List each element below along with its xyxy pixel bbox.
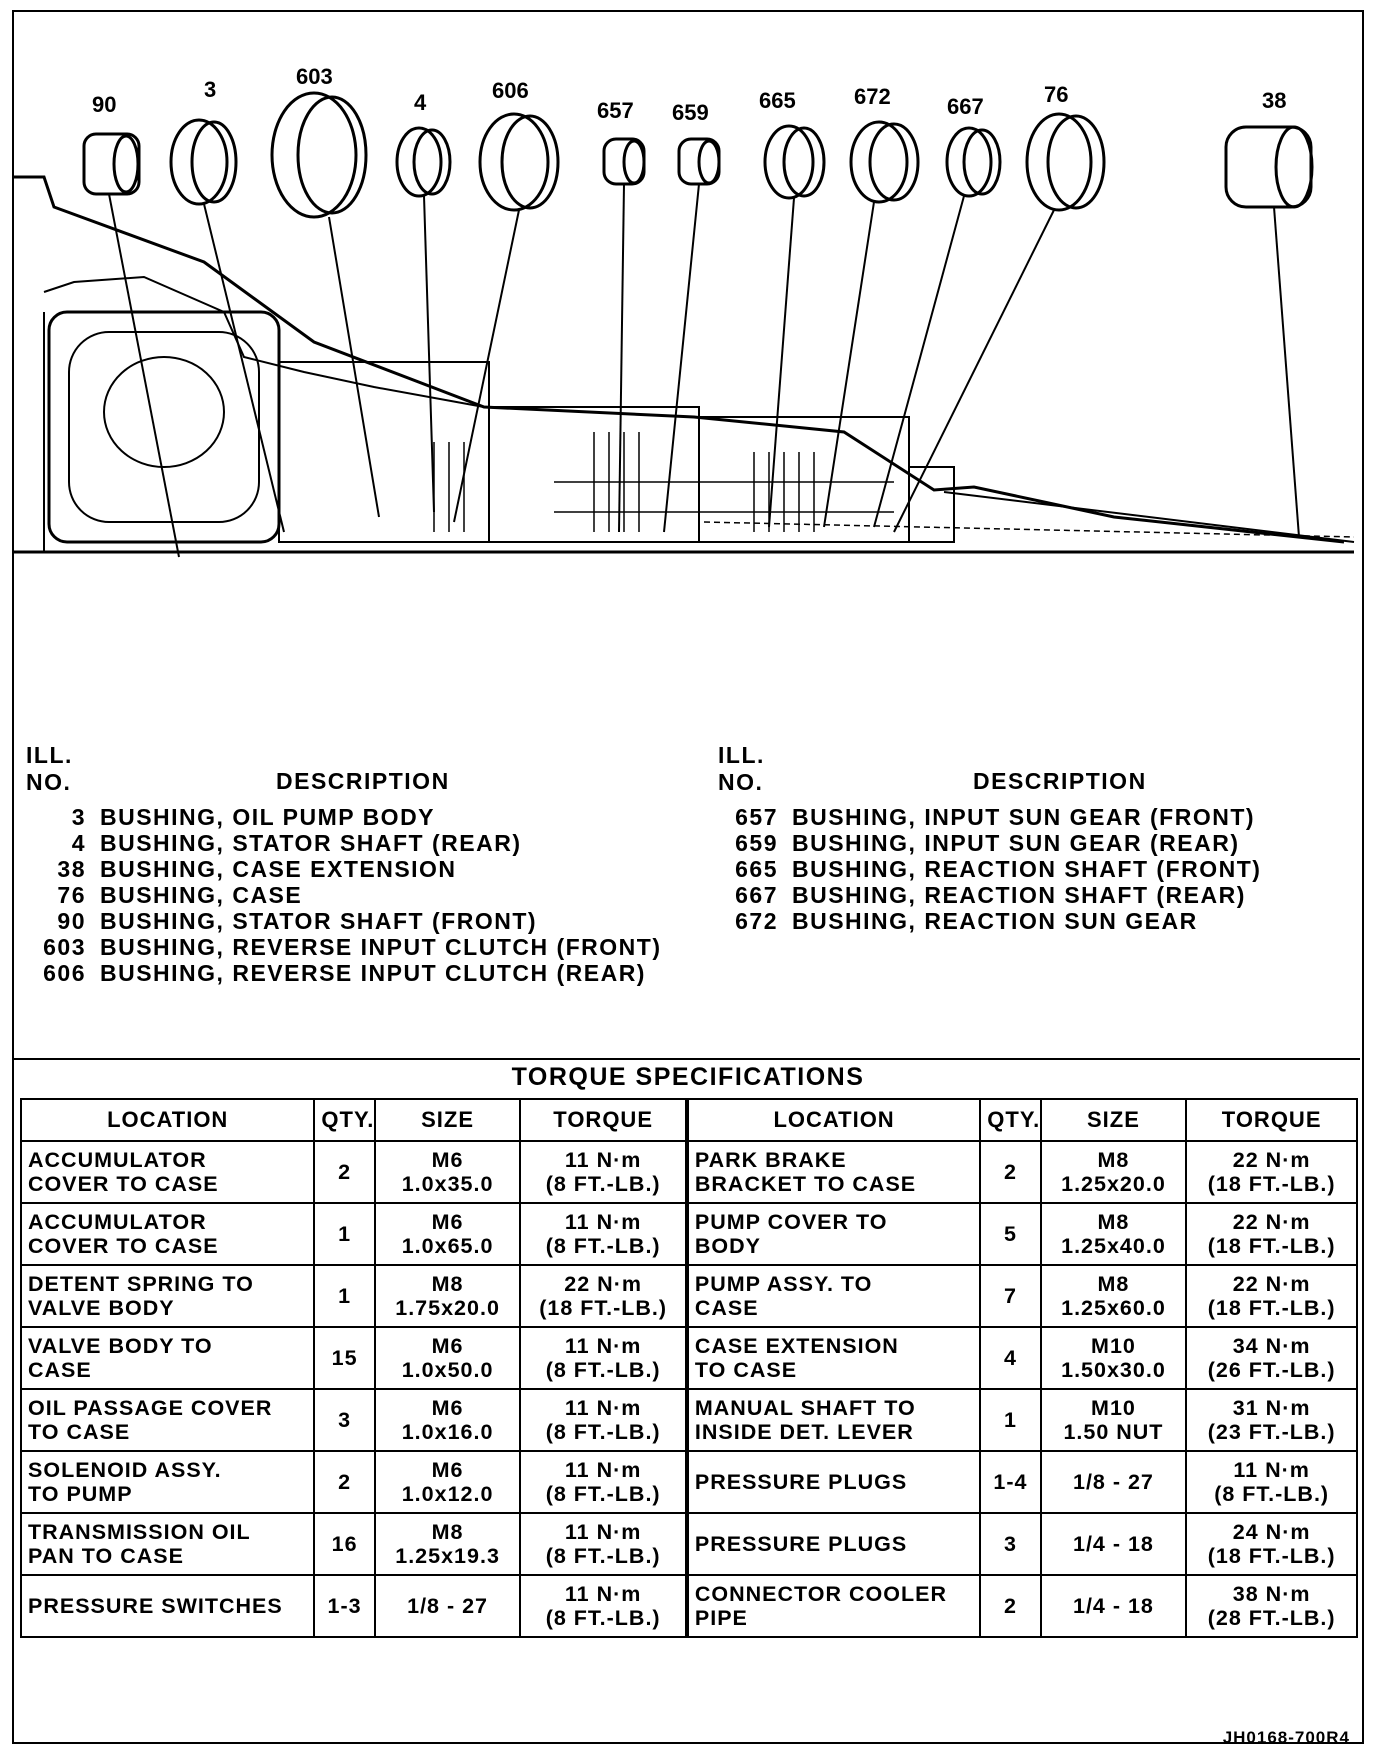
torque-row — [21, 1451, 1357, 1513]
torque-cell-line: (18 FT.-LB.) — [1207, 1544, 1336, 1568]
size-cell — [375, 1389, 521, 1451]
location-cell — [21, 1327, 314, 1389]
callout-606: 606 — [492, 78, 529, 103]
size-cell-line: M8 — [431, 1520, 464, 1544]
location-cell-line: ACCUMULATOR — [28, 1148, 207, 1172]
torque-cell-line: 11 N·m — [564, 1396, 642, 1420]
location-cell-line: ACCUMULATOR — [28, 1210, 207, 1234]
size-cell — [1041, 1575, 1187, 1637]
location-cell — [687, 1203, 980, 1265]
torque-cell-line: 11 N·m — [564, 1582, 642, 1606]
qty-cell — [980, 1451, 1040, 1513]
size-cell-line: M8 — [431, 1272, 464, 1296]
legend-item-number: 76 — [57, 882, 86, 908]
legend-item — [718, 882, 1358, 908]
size-cell-line: 1/8 - 27 — [407, 1594, 489, 1618]
legend-header-ill: ILL. NO. — [718, 742, 765, 795]
torque-cell — [1186, 1265, 1357, 1327]
torque-cell-line: 22 N·m — [1232, 1210, 1311, 1234]
location-cell-line: COVER TO CASE — [28, 1234, 219, 1258]
bushing-603 — [272, 93, 366, 217]
torque-cell — [1186, 1203, 1357, 1265]
size-cell-line: 1/4 - 18 — [1072, 1594, 1154, 1618]
legend-item-number: 667 — [735, 882, 778, 908]
qty-cell — [980, 1575, 1040, 1637]
size-cell-line: 1.50 NUT — [1063, 1420, 1164, 1444]
size-cell-line: 1.75x20.0 — [395, 1296, 500, 1320]
location-cell-line: PRESSURE PLUGS — [694, 1470, 908, 1494]
location-cell — [687, 1451, 980, 1513]
torque-title: TORQUE SPECIFICATIONS — [511, 1063, 865, 1091]
location-cell-line: MANUAL SHAFT TO — [694, 1396, 916, 1420]
size-cell — [1041, 1389, 1187, 1451]
torque-cell — [520, 1141, 686, 1203]
torque-cell-line: 38 N·m — [1232, 1582, 1311, 1606]
torque-cell-line: (8 FT.-LB.) — [1214, 1482, 1330, 1506]
legend-item-description: BUSHING, CASE EXTENSION — [100, 856, 457, 882]
qty-cell-line: 1-3 — [327, 1594, 362, 1618]
torque-cell — [1186, 1575, 1357, 1637]
header-size: SIZE — [375, 1099, 521, 1141]
bushing-90 — [84, 134, 139, 194]
location-cell-line: PRESSURE PLUGS — [694, 1532, 908, 1556]
torque-row — [21, 1203, 1357, 1265]
legend-item-number: 606 — [43, 960, 86, 986]
legend-item-description: BUSHING, INPUT SUN GEAR (FRONT) — [792, 804, 1256, 830]
size-cell-line: M8 — [1097, 1272, 1130, 1296]
location-cell-line: PIPE — [694, 1606, 748, 1630]
size-cell — [1041, 1513, 1187, 1575]
size-cell — [375, 1451, 521, 1513]
legend-item — [26, 882, 666, 908]
location-cell — [21, 1203, 314, 1265]
location-cell-line: CASE — [694, 1296, 759, 1320]
torque-cell-line: (8 FT.-LB.) — [545, 1172, 661, 1196]
torque-cell — [520, 1327, 686, 1389]
qty-cell-line: 2 — [1003, 1160, 1017, 1184]
torque-row — [21, 1575, 1357, 1637]
location-cell — [687, 1575, 980, 1637]
torque-cell-line: 22 N·m — [1232, 1148, 1311, 1172]
callout-667: 667 — [947, 94, 984, 119]
qty-cell — [314, 1327, 374, 1389]
size-cell-line: 1.25x20.0 — [1061, 1172, 1166, 1196]
qty-cell — [980, 1513, 1040, 1575]
torque-cell-line: 11 N·m — [564, 1334, 642, 1358]
callout-4: 4 — [414, 90, 427, 115]
legend-item — [718, 856, 1358, 882]
legend-item — [26, 934, 666, 960]
legend-item-number: 659 — [735, 830, 778, 856]
legend-item-number: 38 — [57, 856, 86, 882]
size-cell-line: M10 — [1091, 1334, 1136, 1358]
location-cell-line: VALVE BODY TO — [28, 1334, 213, 1358]
torque-row — [21, 1513, 1357, 1575]
qty-cell — [314, 1141, 374, 1203]
torque-cell-line: (8 FT.-LB.) — [545, 1482, 661, 1506]
torque-cell — [1186, 1141, 1357, 1203]
torque-cell-line: (8 FT.-LB.) — [545, 1420, 661, 1444]
legend-item-number: 3 — [71, 804, 86, 830]
size-cell-line: 1.25x40.0 — [1061, 1234, 1166, 1258]
location-cell-line: BRACKET TO CASE — [694, 1172, 917, 1196]
bushing-76 — [1027, 114, 1104, 210]
qty-cell-line: 1 — [338, 1284, 352, 1308]
legend-right — [718, 742, 1358, 934]
qty-cell-line: 5 — [1003, 1222, 1017, 1246]
legend-item — [718, 830, 1358, 856]
size-cell-line: 1.0x16.0 — [401, 1420, 494, 1444]
legend-item-number: 672 — [735, 908, 778, 934]
size-cell — [1041, 1265, 1187, 1327]
location-cell-line: TO CASE — [694, 1358, 798, 1382]
bushing-38 — [1226, 127, 1312, 207]
location-cell-line: PAN TO CASE — [28, 1544, 184, 1568]
location-cell — [21, 1451, 314, 1513]
torque-row — [21, 1265, 1357, 1327]
callout-603: 603 — [296, 64, 333, 89]
qty-cell — [314, 1389, 374, 1451]
location-cell-line: PARK BRAKE — [694, 1148, 847, 1172]
header-qty: QTY. — [980, 1099, 1040, 1141]
size-cell-line: 1/4 - 18 — [1072, 1532, 1154, 1556]
legend-item-number: 90 — [57, 908, 86, 934]
qty-cell — [314, 1575, 374, 1637]
location-cell-line: BODY — [694, 1234, 761, 1258]
location-cell-line: TO CASE — [28, 1420, 131, 1444]
legend-item-number: 4 — [71, 830, 86, 856]
size-cell-line: M10 — [1091, 1396, 1136, 1420]
location-cell-line: CASE — [28, 1358, 92, 1382]
header-size: SIZE — [1041, 1099, 1187, 1141]
size-cell — [1041, 1141, 1187, 1203]
torque-cell-line: 11 N·m — [1233, 1458, 1310, 1482]
size-cell-line: 1.50x30.0 — [1061, 1358, 1166, 1382]
legend-item — [718, 804, 1358, 830]
qty-cell — [314, 1513, 374, 1575]
callout-659: 659 — [672, 100, 709, 125]
location-cell-line: TRANSMISSION OIL — [28, 1520, 251, 1544]
location-cell — [687, 1513, 980, 1575]
callout-76: 76 — [1044, 82, 1069, 107]
legend-item — [26, 856, 666, 882]
size-cell-line: M6 — [431, 1396, 464, 1420]
callout-672: 672 — [854, 84, 891, 109]
location-cell — [21, 1513, 314, 1575]
qty-cell — [314, 1451, 374, 1513]
bushing-657 — [604, 139, 644, 184]
qty-cell-line: 15 — [331, 1346, 358, 1370]
torque-cell-line: 24 N·m — [1232, 1520, 1311, 1544]
size-cell — [375, 1203, 521, 1265]
legend-header-description: DESCRIPTION — [276, 768, 450, 794]
location-cell — [687, 1265, 980, 1327]
legend-item-description: BUSHING, CASE — [100, 882, 303, 908]
legend-header-description: DESCRIPTION — [973, 768, 1147, 794]
qty-cell — [980, 1265, 1040, 1327]
torque-cell — [520, 1265, 686, 1327]
bushing-606 — [480, 114, 558, 210]
size-cell — [375, 1513, 521, 1575]
torque-cell — [520, 1451, 686, 1513]
legend-item-description: BUSHING, REACTION SHAFT (FRONT) — [792, 856, 1262, 882]
location-cell — [687, 1327, 980, 1389]
location-cell-line: PUMP COVER TO — [694, 1210, 888, 1234]
qty-cell-line: 16 — [331, 1532, 358, 1556]
qty-cell-line: 3 — [338, 1408, 352, 1432]
size-cell-line: M8 — [1097, 1210, 1130, 1234]
qty-cell — [980, 1141, 1040, 1203]
torque-cell-line: 11 N·m — [564, 1148, 642, 1172]
bushing-659 — [679, 139, 719, 184]
legend-item-description: BUSHING, REACTION SHAFT (REAR) — [792, 882, 1246, 908]
location-cell-line: COVER TO CASE — [28, 1172, 219, 1196]
callout-38: 38 — [1262, 88, 1287, 113]
legend-item-number: 657 — [735, 804, 778, 830]
legend-item-description: BUSHING, REVERSE INPUT CLUTCH (REAR) — [100, 960, 646, 986]
reference-code: JH0168-700R4 — [1222, 1728, 1350, 1747]
size-cell-line: 1/8 - 27 — [1072, 1470, 1154, 1494]
location-cell-line: PUMP ASSY. TO — [694, 1272, 873, 1296]
location-cell-line: OIL PASSAGE COVER — [28, 1396, 273, 1420]
location-cell — [687, 1141, 980, 1203]
location-cell — [21, 1265, 314, 1327]
torque-cell-line: (8 FT.-LB.) — [545, 1358, 661, 1382]
legend-item-description: BUSHING, OIL PUMP BODY — [100, 804, 436, 830]
qty-cell — [980, 1203, 1040, 1265]
torque-cell — [1186, 1451, 1357, 1513]
size-cell-line: 1.0x65.0 — [401, 1234, 494, 1258]
size-cell-line: M6 — [431, 1458, 464, 1482]
bushing-4 — [397, 128, 450, 196]
size-cell-line: M6 — [431, 1334, 464, 1358]
location-cell-line: TO PUMP — [28, 1482, 133, 1506]
torque-cell-line: 22 N·m — [1232, 1272, 1311, 1296]
legend-item-description: BUSHING, STATOR SHAFT (REAR) — [100, 830, 522, 856]
qty-cell-line: 2 — [338, 1160, 352, 1184]
torque-cell-line: 11 N·m — [564, 1210, 642, 1234]
legend-item — [26, 804, 666, 830]
location-cell-line: PRESSURE SWITCHES — [28, 1594, 283, 1618]
qty-cell — [314, 1203, 374, 1265]
torque-cell-line: 11 N·m — [564, 1458, 642, 1482]
location-cell-line: CONNECTOR COOLER — [694, 1582, 947, 1606]
torque-cell-line: (18 FT.-LB.) — [1207, 1234, 1336, 1258]
qty-cell — [980, 1327, 1040, 1389]
legend-item-number: 603 — [43, 934, 86, 960]
bushing-667 — [947, 128, 1000, 196]
size-cell-line: 1.25x19.3 — [395, 1544, 500, 1568]
transmission-bushing-diagram — [14, 12, 1362, 612]
section-divider — [14, 1058, 1360, 1060]
torque-cell-line: (18 FT.-LB.) — [539, 1296, 668, 1320]
size-cell-line: M6 — [431, 1210, 464, 1234]
torque-cell-line: (26 FT.-LB.) — [1207, 1358, 1336, 1382]
legend-item — [26, 908, 666, 934]
qty-cell-line: 2 — [1003, 1594, 1017, 1618]
size-cell — [1041, 1203, 1187, 1265]
torque-cell-line: (23 FT.-LB.) — [1207, 1420, 1336, 1444]
legend-item-number: 665 — [735, 856, 778, 882]
legend-item — [26, 960, 666, 986]
torque-cell-line: 31 N·m — [1232, 1396, 1311, 1420]
torque-cell-line: 22 N·m — [564, 1272, 642, 1296]
qty-cell-line: 1-4 — [993, 1470, 1028, 1494]
location-cell — [21, 1575, 314, 1637]
bushing-3 — [171, 120, 236, 204]
torque-cell-line: (8 FT.-LB.) — [545, 1234, 661, 1258]
location-cell-line: SOLENOID ASSY. — [28, 1458, 222, 1482]
torque-cell-line: (18 FT.-LB.) — [1207, 1296, 1336, 1320]
legend-item — [26, 830, 666, 856]
torque-cell — [520, 1203, 686, 1265]
legend-item-description: BUSHING, STATOR SHAFT (FRONT) — [100, 908, 538, 934]
qty-cell-line: 4 — [1003, 1346, 1017, 1370]
size-cell — [375, 1575, 521, 1637]
bushing-665 — [765, 126, 824, 198]
torque-row — [21, 1389, 1357, 1451]
header-qty: QTY. — [314, 1099, 374, 1141]
size-cell — [375, 1327, 521, 1389]
location-cell-line: DETENT SPRING TO — [28, 1272, 254, 1296]
torque-cell-line: (8 FT.-LB.) — [545, 1544, 661, 1568]
legend-left — [26, 742, 666, 986]
callout-90: 90 — [92, 92, 117, 117]
callout-665: 665 — [759, 88, 796, 113]
size-cell-line: 1.0x50.0 — [401, 1358, 494, 1382]
bushing-672 — [851, 122, 918, 202]
qty-cell — [314, 1265, 374, 1327]
torque-cell-line: 34 N·m — [1232, 1334, 1311, 1358]
callout-3: 3 — [204, 77, 217, 102]
size-cell-line: 1.0x35.0 — [401, 1172, 494, 1196]
torque-cell — [520, 1389, 686, 1451]
legend-item — [718, 908, 1358, 934]
torque-cell-line: (18 FT.-LB.) — [1207, 1172, 1336, 1196]
size-cell-line: 1.0x12.0 — [401, 1482, 494, 1506]
torque-row — [21, 1141, 1357, 1203]
qty-cell-line: 3 — [1003, 1532, 1017, 1556]
torque-cell-line: (8 FT.-LB.) — [545, 1606, 661, 1630]
legend-item-description: BUSHING, INPUT SUN GEAR (REAR) — [792, 830, 1240, 856]
torque-cell — [520, 1513, 686, 1575]
torque-cell-line: (28 FT.-LB.) — [1207, 1606, 1336, 1630]
size-cell-line: 1.25x60.0 — [1061, 1296, 1166, 1320]
size-cell — [375, 1265, 521, 1327]
qty-cell-line: 7 — [1003, 1284, 1017, 1308]
size-cell-line: M8 — [1097, 1148, 1130, 1172]
size-cell-line: M6 — [431, 1148, 464, 1172]
location-cell-line: VALVE BODY — [28, 1296, 175, 1320]
legend-item-description: BUSHING, REVERSE INPUT CLUTCH (FRONT) — [100, 934, 662, 960]
location-cell — [687, 1389, 980, 1451]
location-cell-line: CASE EXTENSION — [694, 1334, 899, 1358]
header-torque: TORQUE — [1186, 1099, 1357, 1141]
header-location: LOCATION — [21, 1099, 314, 1141]
qty-cell-line: 1 — [1003, 1408, 1017, 1432]
legend-item-description: BUSHING, REACTION SUN GEAR — [792, 908, 1198, 934]
size-cell — [1041, 1327, 1187, 1389]
legend-header-ill: ILL. NO. — [26, 742, 73, 795]
header-torque: TORQUE — [520, 1099, 686, 1141]
qty-cell-line: 1 — [338, 1222, 352, 1246]
location-cell — [21, 1141, 314, 1203]
torque-cell — [1186, 1327, 1357, 1389]
callout-657: 657 — [597, 98, 634, 123]
location-cell-line: INSIDE DET. LEVER — [694, 1420, 914, 1444]
size-cell — [1041, 1451, 1187, 1513]
size-cell — [375, 1141, 521, 1203]
torque-row — [21, 1327, 1357, 1389]
qty-cell-line: 2 — [338, 1470, 352, 1494]
torque-cell — [1186, 1513, 1357, 1575]
header-location: LOCATION — [687, 1099, 980, 1141]
torque-table — [20, 1098, 1358, 1638]
torque-cell — [520, 1575, 686, 1637]
torque-cell — [1186, 1389, 1357, 1451]
qty-cell — [980, 1389, 1040, 1451]
torque-cell-line: 11 N·m — [564, 1520, 642, 1544]
location-cell — [21, 1389, 314, 1451]
